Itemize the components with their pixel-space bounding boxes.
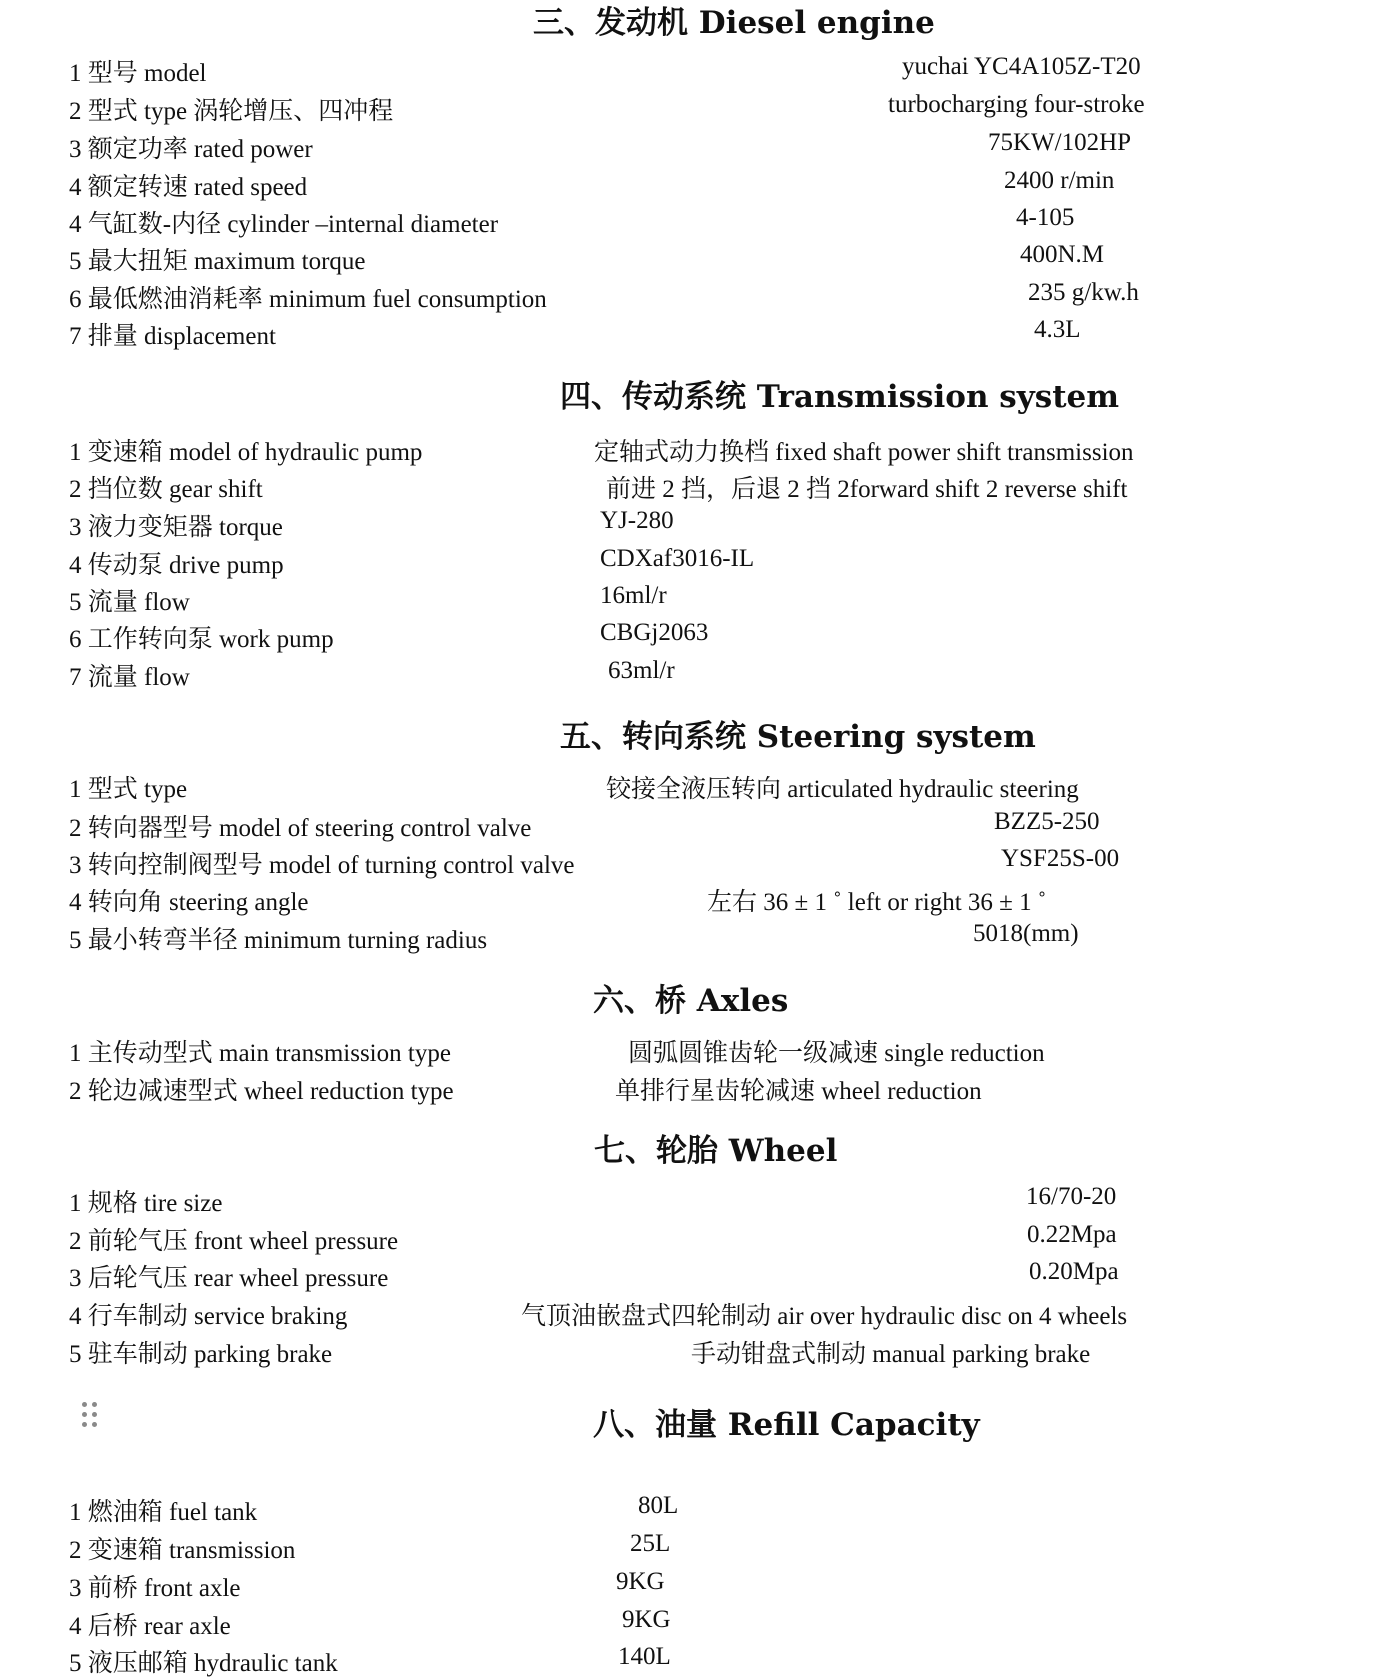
- spec-label: 3 前桥 front axle: [69, 1575, 241, 1602]
- spec-value: 0.20Mpa: [1029, 1258, 1119, 1285]
- spec-value: 铰接全液压转向 articulated hydraulic steering: [606, 776, 1079, 803]
- spec-value: 9KG: [622, 1606, 671, 1633]
- spec-label: 3 液力变矩器 torque: [69, 514, 283, 541]
- drag-handle-icon[interactable]: [80, 1400, 100, 1430]
- spec-label: 1 型式 type: [69, 776, 188, 803]
- spec-value: CDXaf3016-IL: [600, 545, 755, 572]
- spec-label: 2 变速箱 transmission: [69, 1537, 296, 1564]
- spec-label: 4 行车制动 service braking: [69, 1303, 348, 1330]
- spec-value: 25L: [630, 1530, 671, 1557]
- spec-value: 左右 36 ± 1 ˚ left or right 36 ± 1 ˚: [707, 889, 1047, 916]
- spec-value: YSF25S-00: [1001, 845, 1120, 872]
- spec-label: 3 额定功率 rated power: [69, 136, 313, 163]
- spec-label: 4 转向角 steering angle: [69, 889, 309, 916]
- spec-label: 1 主传动型式 main transmission type: [69, 1040, 451, 1067]
- spec-label: 6 最低燃油消耗率 minimum fuel consumption: [69, 286, 547, 313]
- spec-value: 手动钳盘式制动 manual parking brake: [691, 1341, 1091, 1368]
- section-title-diesel-engine: 三、发动机 Diesel engine: [533, 5, 935, 41]
- spec-value: CBGj2063: [600, 619, 709, 646]
- spec-label: 4 额定转速 rated speed: [69, 174, 308, 201]
- spec-label: 7 流量 flow: [69, 664, 190, 691]
- spec-value: BZZ5-250: [994, 808, 1100, 835]
- spec-label: 5 驻车制动 parking brake: [69, 1341, 333, 1368]
- spec-value: 定轴式动力换档 fixed shaft power shift transmission: [594, 439, 1134, 466]
- spec-value: 4-105: [1016, 204, 1075, 231]
- spec-value: 63ml/r: [608, 657, 675, 684]
- spec-value: 圆弧圆锥齿轮一级减速 single reduction: [628, 1040, 1045, 1067]
- spec-label: 1 燃油箱 fuel tank: [69, 1499, 258, 1526]
- spec-label: 1 变速箱 model of hydraulic pump: [69, 439, 423, 466]
- spec-label: 1 规格 tire size: [69, 1190, 223, 1217]
- spec-label: 1 型号 model: [69, 60, 207, 87]
- section-title-steering-system: 五、转向系统 Steering system: [560, 719, 1036, 755]
- spec-value: 140L: [618, 1643, 671, 1670]
- spec-label: 5 最大扭矩 maximum torque: [69, 248, 366, 275]
- spec-label: 4 气缸数-内径 cylinder –internal diameter: [69, 211, 499, 238]
- spec-label: 4 后桥 rear axle: [69, 1613, 231, 1640]
- spec-value: 0.22Mpa: [1027, 1221, 1117, 1248]
- spec-value: 235 g/kw.h: [1028, 279, 1139, 306]
- spec-value: 气顶油嵌盘式四轮制动 air over hydraulic disc on 4 wheels: [521, 1303, 1128, 1330]
- section-title-axles: 六、桥 Axles: [593, 983, 789, 1019]
- spec-label: 4 传动泵 drive pump: [69, 552, 284, 579]
- section-title-wheel: 七、轮胎 Wheel: [594, 1133, 838, 1169]
- spec-label: 2 转向器型号 model of steering control valve: [69, 815, 532, 842]
- section-title-transmission-system: 四、传动系统 Transmission system: [560, 379, 1120, 415]
- spec-label: 5 液压邮箱 hydraulic tank: [69, 1650, 338, 1677]
- spec-label: 2 型式 type 涡轮增压、四冲程: [69, 98, 394, 125]
- spec-value: 16ml/r: [600, 582, 667, 609]
- section-title-refill-capacity: 八、油量 Refill Capacity: [593, 1407, 980, 1443]
- spec-value: 5018(mm): [973, 920, 1079, 947]
- spec-label: 5 流量 flow: [69, 589, 190, 616]
- spec-label: 2 轮边减速型式 wheel reduction type: [69, 1078, 454, 1105]
- spec-value: 400N.M: [1020, 241, 1105, 268]
- spec-value: 4.3L: [1034, 316, 1081, 343]
- spec-value: 2400 r/min: [1004, 167, 1115, 194]
- spec-value: yuchai YC4A105Z-T20: [902, 53, 1141, 80]
- spec-value: 9KG: [616, 1568, 665, 1595]
- spec-value: 单排行星齿轮减速 wheel reduction: [615, 1078, 982, 1105]
- spec-label: 5 最小转弯半径 minimum turning radius: [69, 927, 488, 954]
- spec-label: 3 后轮气压 rear wheel pressure: [69, 1265, 389, 1292]
- spec-value: YJ-280: [600, 507, 674, 534]
- spec-value: 前进 2 挡，后退 2 挡 2forward shift 2 reverse shift: [606, 476, 1128, 503]
- spec-value: 75KW/102HP: [988, 129, 1132, 156]
- spec-label: 2 挡位数 gear shift: [69, 476, 263, 503]
- spec-value: turbocharging four-stroke: [888, 91, 1145, 118]
- spec-value: 16/70-20: [1026, 1183, 1117, 1210]
- spec-label: 2 前轮气压 front wheel pressure: [69, 1228, 399, 1255]
- spec-label: 7 排量 displacement: [69, 323, 276, 350]
- spec-label: 3 转向控制阀型号 model of turning control valve: [69, 852, 575, 879]
- spec-label: 6 工作转向泵 work pump: [69, 626, 334, 653]
- spec-value: 80L: [638, 1492, 679, 1519]
